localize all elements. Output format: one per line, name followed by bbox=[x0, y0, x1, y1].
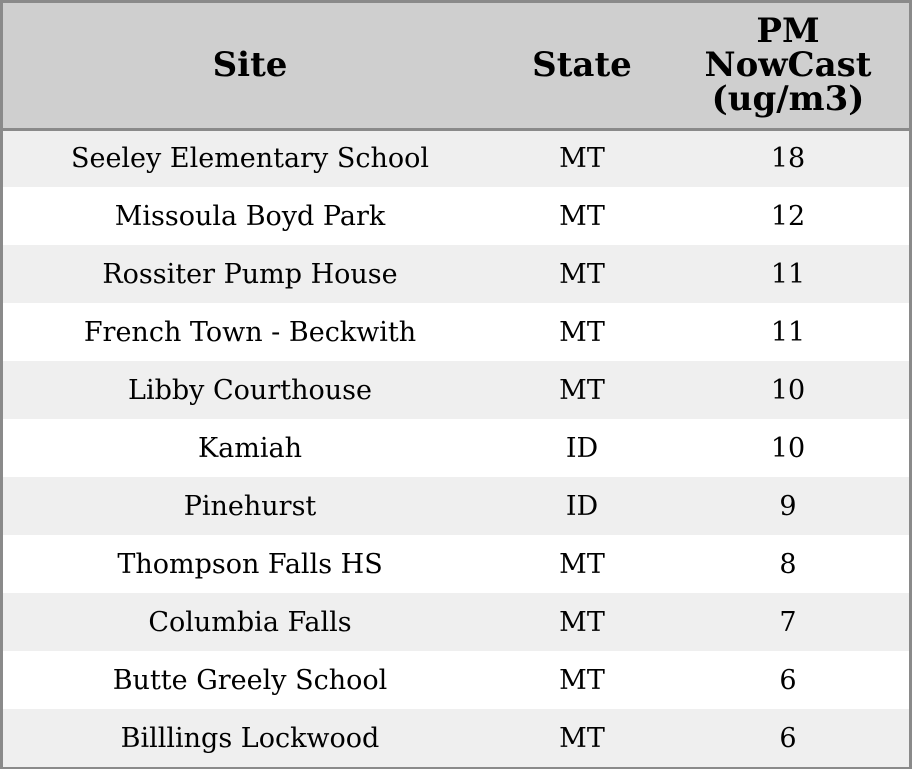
table-row bbox=[3, 651, 909, 709]
cell-state: MT bbox=[559, 374, 605, 406]
header-state: State bbox=[497, 3, 667, 129]
table-row bbox=[3, 187, 909, 245]
table-header bbox=[3, 3, 909, 129]
cell-site: Billlings Lockwood bbox=[120, 722, 380, 754]
table-row bbox=[3, 535, 909, 593]
cell-pm: 7 bbox=[779, 606, 797, 638]
header-pm-nowcast bbox=[667, 3, 909, 129]
cell-state: MT bbox=[559, 258, 605, 290]
cell-pm: 6 bbox=[779, 722, 797, 754]
cell-site: Butte Greely School bbox=[112, 664, 388, 696]
header-pm-line3: (ug/m3) bbox=[711, 79, 865, 120]
table-body bbox=[3, 129, 909, 767]
header-site: Site bbox=[3, 3, 497, 129]
cell-pm: 10 bbox=[770, 432, 806, 464]
table-row bbox=[3, 709, 909, 767]
cell-site: French Town - Beckwith bbox=[83, 316, 417, 348]
cell-state: MT bbox=[559, 143, 605, 175]
header-row bbox=[3, 3, 909, 129]
cell-site: Missoula Boyd Park bbox=[114, 200, 386, 232]
cell-pm: 11 bbox=[770, 316, 806, 348]
table-row bbox=[3, 477, 909, 535]
cell-state: MT bbox=[559, 606, 605, 638]
cell-state: MT bbox=[559, 316, 605, 348]
cell-site: Pinehurst bbox=[183, 490, 317, 522]
cell-pm: 6 bbox=[779, 664, 797, 696]
table-row bbox=[3, 361, 909, 419]
cell-pm: 10 bbox=[770, 374, 806, 406]
header-pm-line2: NowCast bbox=[704, 45, 872, 86]
cell-state: MT bbox=[559, 548, 605, 580]
table-row bbox=[3, 129, 909, 187]
cell-site: Columbia Falls bbox=[148, 606, 352, 638]
cell-state: MT bbox=[559, 722, 605, 754]
cell-state: MT bbox=[559, 664, 605, 696]
cell-pm: 11 bbox=[770, 258, 806, 290]
cell-pm: 12 bbox=[770, 200, 806, 232]
cell-state: MT bbox=[559, 200, 605, 232]
table-row bbox=[3, 303, 909, 361]
air-quality-table bbox=[3, 3, 909, 767]
header-pm-line1: PM bbox=[756, 11, 820, 52]
cell-state: ID bbox=[565, 432, 599, 464]
cell-site: Thompson Falls HS bbox=[117, 548, 383, 580]
table-row bbox=[3, 419, 909, 477]
cell-pm: 9 bbox=[779, 490, 797, 522]
cell-site: Rossiter Pump House bbox=[102, 258, 398, 290]
cell-pm: 8 bbox=[779, 548, 797, 580]
cell-site: Libby Courthouse bbox=[128, 374, 372, 406]
cell-pm: 18 bbox=[770, 143, 806, 175]
cell-site: Kamiah bbox=[198, 432, 302, 464]
table-row bbox=[3, 593, 909, 651]
cell-state: ID bbox=[565, 490, 599, 522]
cell-site: Seeley Elementary School bbox=[70, 143, 430, 175]
table-row bbox=[3, 245, 909, 303]
